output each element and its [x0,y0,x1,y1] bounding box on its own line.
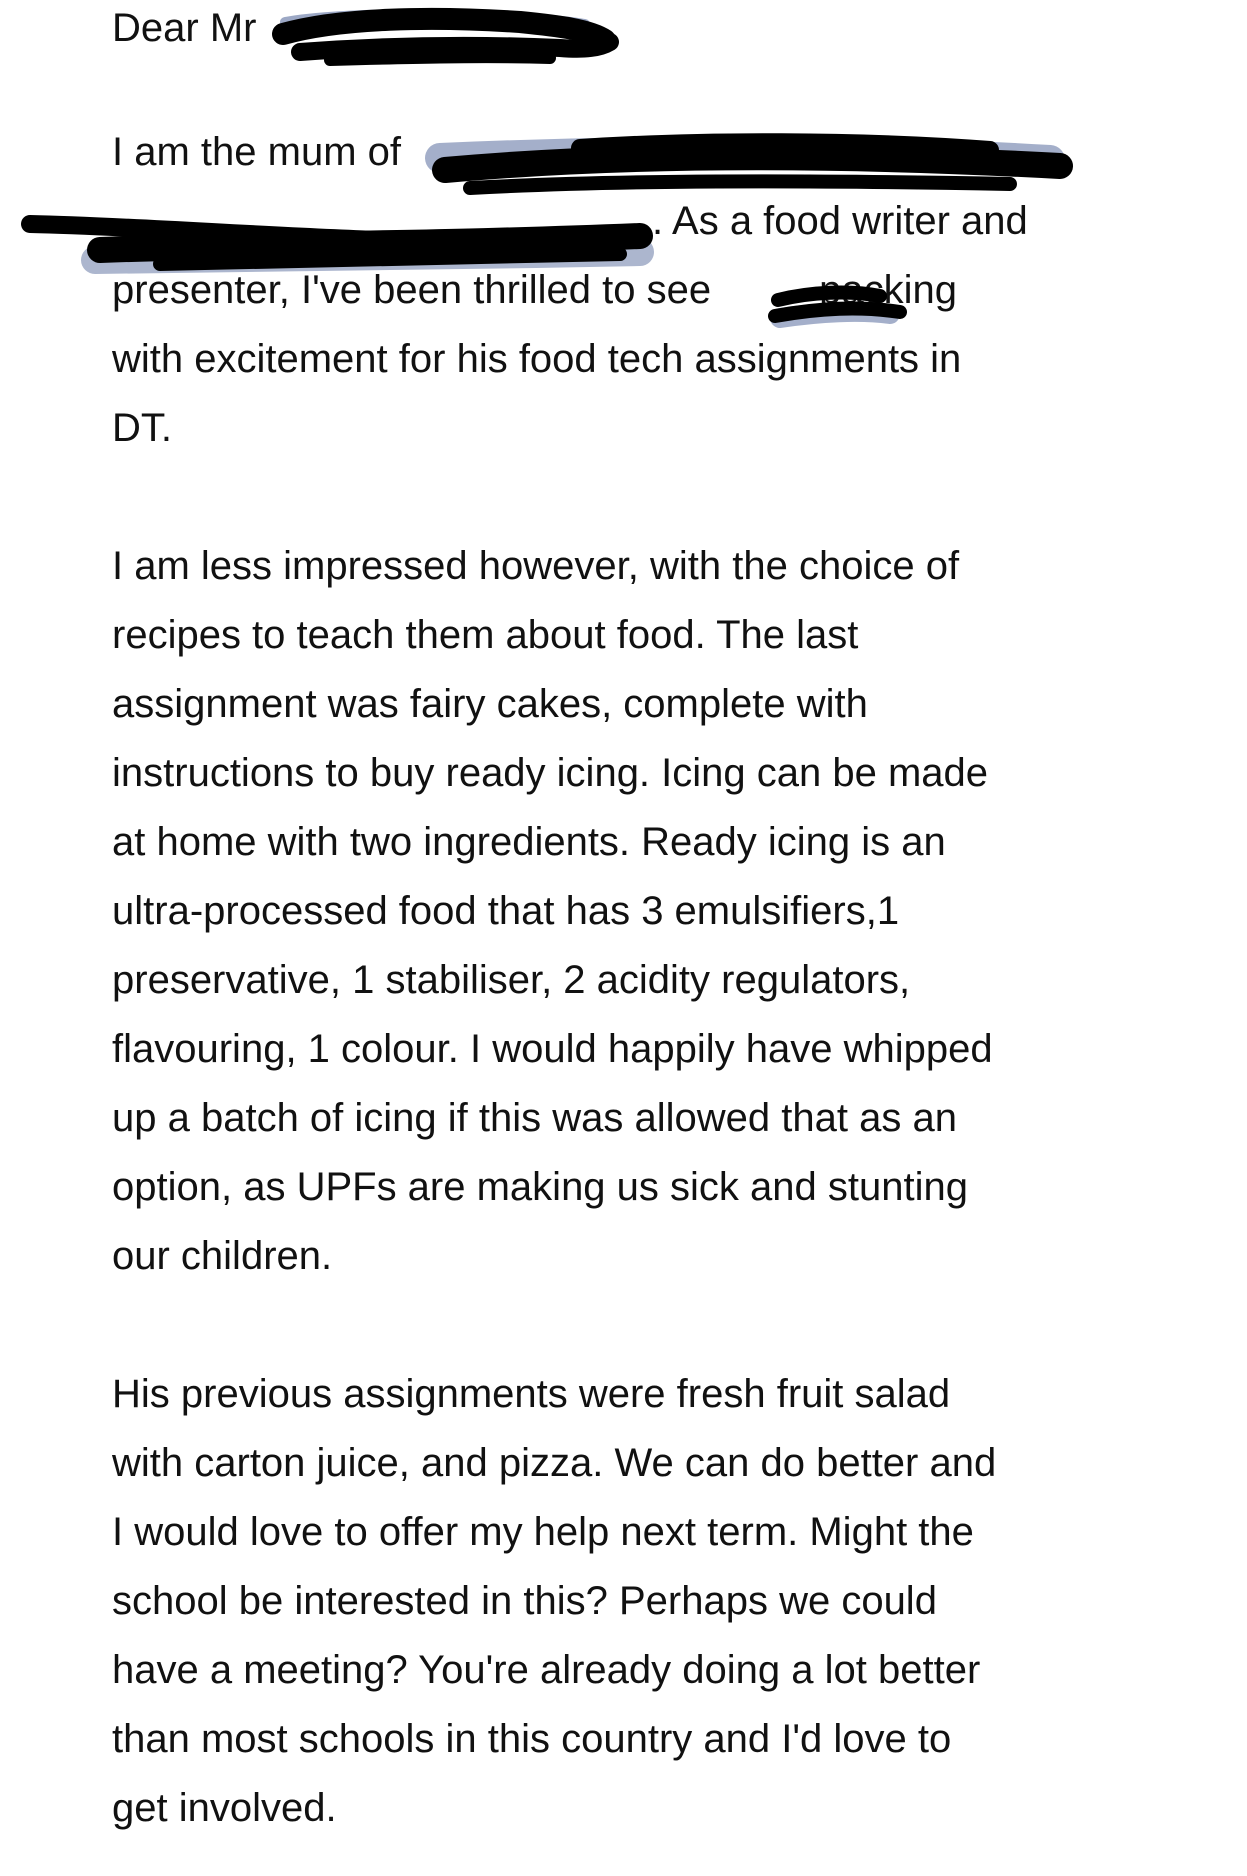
para1-text-1: I am the mum of [112,130,401,174]
para2-text: at home with two ingredients. Ready icing is an [112,820,946,864]
para3-text: get involved. [112,1786,337,1830]
para2-line [112,946,1212,1015]
para3-text: His previous assignments were fresh fruit salad [112,1372,951,1416]
para2-line [112,1222,1212,1291]
para1-line-3 [112,256,1212,325]
para1-line-1 [112,118,1212,187]
letter-body [112,0,1212,1863]
para2-text: instructions to buy ready icing. Icing can be made [112,751,989,795]
para2-text: our children. [112,1234,333,1278]
para1-line-2 [112,187,1212,256]
para2-text: assignment was fairy cakes, complete with [112,682,868,726]
paragraph-2 [112,532,1212,1291]
salutation-line [112,0,1212,63]
para3-line [112,1774,1212,1843]
para2-line [112,532,1212,601]
paragraph-3 [112,1360,1212,1843]
para1-text-3b: packing [819,268,957,312]
para2-text: option, as UPFs are making us sick and stunting [112,1165,968,1209]
para2-text: recipes to teach them about food. The last [112,613,859,657]
para1-text-5: DT. [112,406,172,450]
para2-text: I am less impressed however, with the choice of [112,544,960,588]
para2-line [112,1084,1212,1153]
para2-text: up a batch of icing if this was allowed that as an [112,1096,957,1140]
para2-line [112,1015,1212,1084]
para3-line [112,1705,1212,1774]
para3-line [112,1636,1212,1705]
para1-text-3a: presenter, I've been thrilled to see [112,268,712,312]
para3-line [112,1429,1212,1498]
salutation: Dear Mr [112,6,257,50]
para1-text-4: with excitement for his food tech assignments in [112,337,962,381]
para2-text: preservative, 1 stabiliser, 2 acidity regulators, [112,958,911,1002]
para2-line [112,670,1212,739]
para2-line [112,739,1212,808]
para2-line [112,1153,1212,1222]
para2-text: flavouring, 1 colour. I would happily have whipped [112,1027,993,1071]
para2-text: ultra-processed food that has 3 emulsifiers,1 [112,889,900,933]
para3-line [112,1498,1212,1567]
para3-text: I would love to offer my help next term. Might the [112,1510,974,1554]
para2-line [112,808,1212,877]
para1-line-4 [112,325,1212,394]
para3-text: with carton juice, and pizza. We can do better and [112,1441,997,1485]
para1-line-5 [112,394,1212,463]
para3-text: school be interested in this? Perhaps we could [112,1579,937,1623]
para3-line [112,1360,1212,1429]
para3-line [112,1567,1212,1636]
para2-line [112,601,1212,670]
para3-text: have a meeting? You're already doing a lot better [112,1648,981,1692]
para3-text: than most schools in this country and I'd love to [112,1717,952,1761]
para1-text-2: . As a food writer and [652,199,1028,243]
para2-line [112,877,1212,946]
